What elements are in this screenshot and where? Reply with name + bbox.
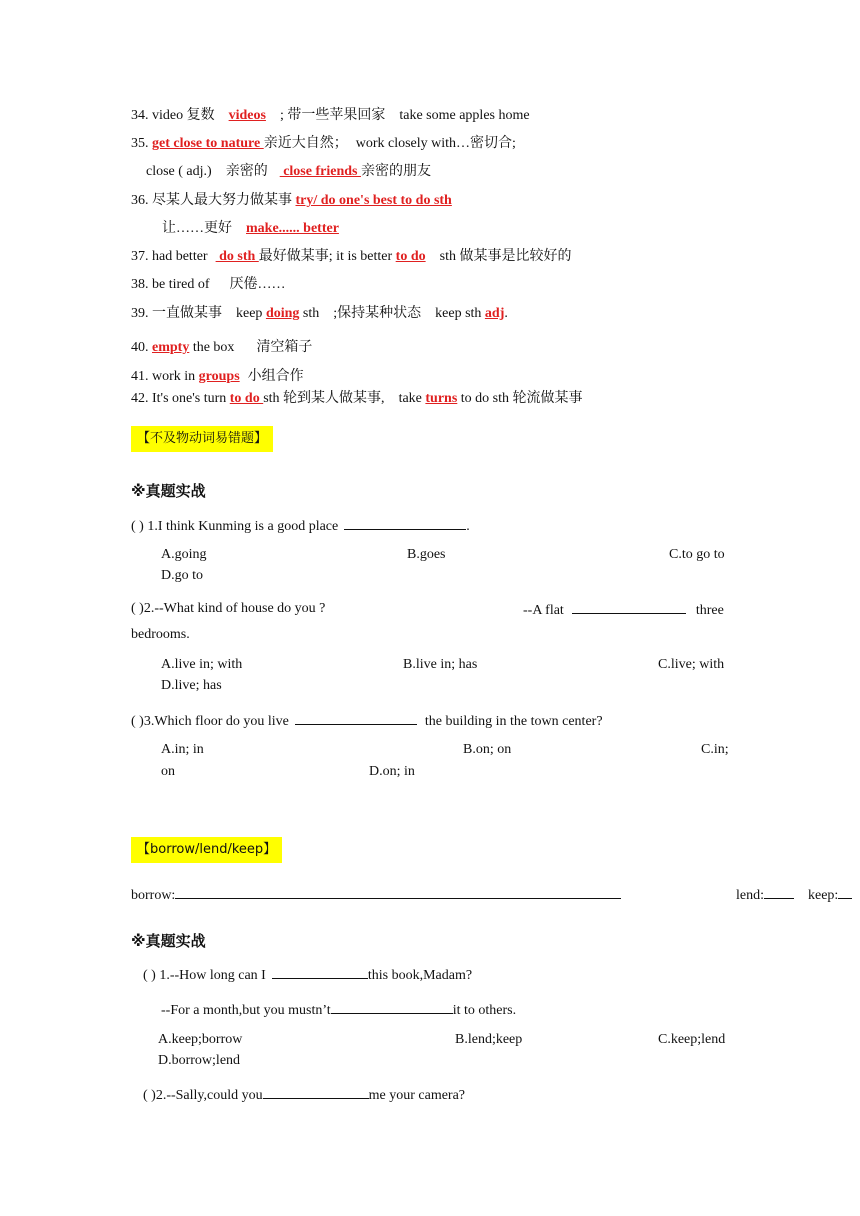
- option-c[interactable]: C.live; with: [658, 657, 725, 672]
- vocab-line-36b: 让……更好 make...... better: [162, 221, 339, 236]
- option-a[interactable]: A.keep;borrow: [158, 1032, 243, 1047]
- vocab-line-37: 37. had better do sth 最好做某事; it is better to do sth 做某事是比较好的: [131, 249, 572, 264]
- section-tag-intransitive: 【不及物动词易错题】: [131, 426, 273, 452]
- option-c[interactable]: C.to go to: [669, 547, 725, 562]
- vocab-line-34: 34. video 复数 videos ; 带一些苹果回家 take some apples home: [131, 108, 530, 123]
- option-a[interactable]: A.going: [161, 547, 207, 562]
- section-heading: ※真题实战: [131, 932, 206, 950]
- vocab-line-38: 38. be tired of 厌倦……: [131, 277, 286, 292]
- definition-line: borrow:: [131, 885, 621, 905]
- option-a[interactable]: A.in; in: [161, 742, 204, 757]
- vocab-line-35: 35. get close to nature 亲近大自然； work closely with…密切合;: [131, 136, 516, 151]
- borrow-blank[interactable]: [175, 885, 621, 899]
- option-d[interactable]: D.borrow;lend: [158, 1053, 241, 1068]
- option-d[interactable]: D.go to: [161, 568, 203, 583]
- question-2-reply: --A flat three: [523, 600, 724, 620]
- option-d[interactable]: D.live; has: [161, 678, 222, 693]
- section-tag-borrow-lend-keep: 【borrow/lend/keep】: [131, 837, 282, 863]
- answer-blank[interactable]: [344, 516, 466, 530]
- question-1: ( ) 1.--How long can I this book,Madam?: [143, 965, 472, 985]
- vocab-line-36: 36. 尽某人最大努力做某事 try/ do one's best to do sth: [131, 193, 452, 208]
- lend-blank[interactable]: [764, 885, 794, 899]
- option-b[interactable]: B.lend;keep: [455, 1032, 523, 1047]
- answer-blank[interactable]: [263, 1085, 369, 1099]
- vocab-line-35b: close ( adj.) 亲密的 close friends 亲密的朋友: [146, 164, 431, 179]
- answer-blank[interactable]: [272, 965, 368, 979]
- question-3: ( )3.Which floor do you live the building in the town center?: [131, 711, 603, 731]
- answer-blank[interactable]: [331, 1000, 453, 1014]
- option-d[interactable]: D.on; in: [369, 764, 415, 779]
- option-b[interactable]: B.live in; has: [403, 657, 478, 672]
- option-b[interactable]: B.goes: [407, 547, 446, 562]
- answer-blank[interactable]: [295, 711, 417, 725]
- option-c[interactable]: C.keep;lend: [658, 1032, 726, 1047]
- option-b[interactable]: B.on; on: [463, 742, 512, 757]
- question-1: ( ) 1.I think Kunming is a good place .: [131, 516, 470, 536]
- section-heading: ※真题实战: [131, 482, 206, 500]
- question-2: ( )2.--Sally,could you me your camera?: [143, 1085, 465, 1105]
- vocab-line-42: 42. It's one's turn to do sth 轮到某人做某事, take turns to do sth 轮流做某事: [131, 391, 583, 406]
- option-c[interactable]: C.in;: [701, 742, 729, 757]
- vocab-line-39: 39. 一直做某事 keep doing sth ;保持某种状态 keep sth adj.: [131, 306, 508, 321]
- lend-keep-line: lend: keep:: [736, 885, 852, 905]
- question-1-reply: --For a month,but you mustn’t it to others.: [161, 1000, 516, 1020]
- vocab-line-40: 40. empty the box 清空箱子: [131, 340, 313, 355]
- option-c-cont: on: [161, 764, 175, 779]
- question-2-cont: bedrooms.: [131, 627, 190, 642]
- question-2: ( )2.--What kind of house do you ?: [131, 601, 326, 616]
- keep-blank[interactable]: [838, 885, 852, 899]
- vocab-line-41: 41. work in groups 小组合作: [131, 369, 304, 384]
- answer-blank[interactable]: [572, 600, 686, 614]
- option-a[interactable]: A.live in; with: [161, 657, 243, 672]
